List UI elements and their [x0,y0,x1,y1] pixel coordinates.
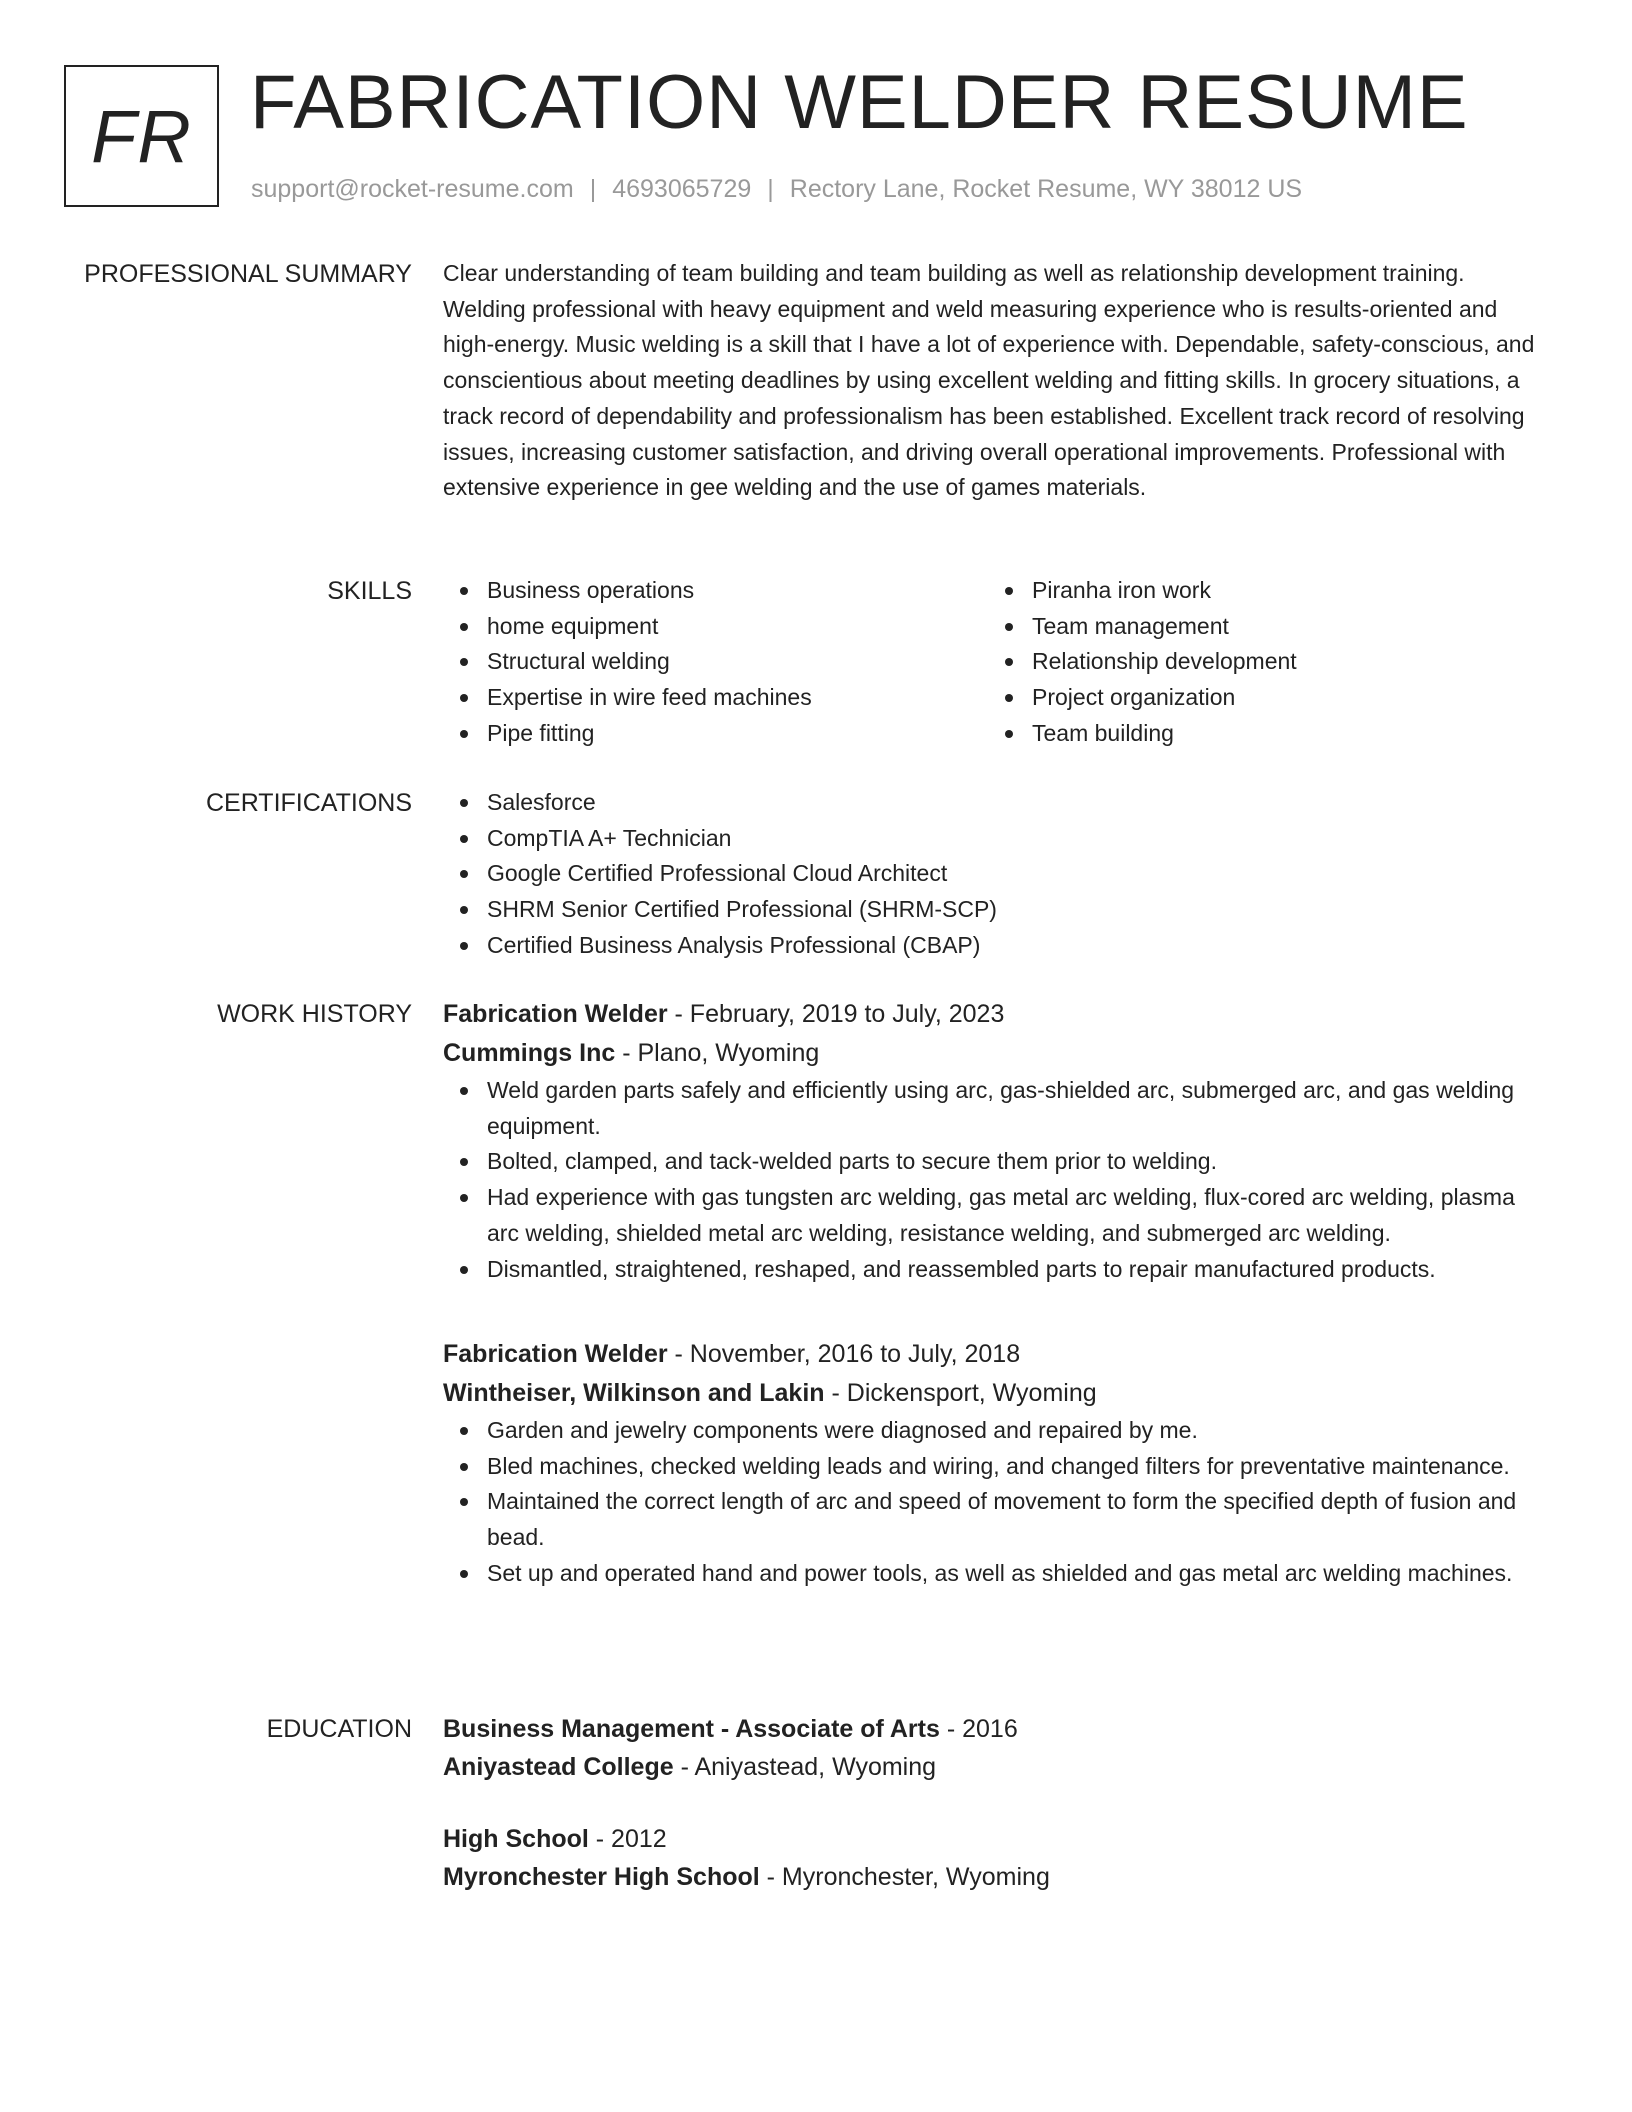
education-label: EDUCATION [266,1715,412,1743]
skill-item: Relationship development [988,644,1533,680]
education-degree-line [443,1820,1553,1858]
job-duty-item: Set up and operated hand and power tools, as well as shielded and gas metal arc welding machines. [443,1556,1553,1592]
job-entry [443,1335,1553,1592]
job-duty-item: Garden and jewelry components were diagnosed and repaired by me. [443,1413,1553,1449]
certification-item: SHRM Senior Certified Professional (SHRM-SCP) [443,892,1553,928]
contact-separator: | [767,175,774,203]
education-location: - Aniyastead, Wyoming [673,1753,937,1781]
certification-item: CompTIA A+ Technician [443,821,1553,857]
certification-item: Google Certified Professional Cloud Architect [443,856,1553,892]
job-entry [443,995,1553,1287]
skills-section [443,573,1553,752]
education-school: Aniyastead College [443,1753,674,1781]
skill-item: Team building [988,716,1533,752]
job-duty-item: Had experience with gas tungsten arc welding, gas metal arc welding, flux-cored arc welding, plasma arc welding, shielded metal arc welding, resistance welding, and submerged arc welding. [443,1180,1553,1251]
summary-section [443,256,1553,506]
skills-label: SKILLS [327,577,412,605]
certification-item: Salesforce [443,785,1553,821]
skill-item: Team management [988,609,1533,645]
skill-item: Pipe fitting [443,716,988,752]
contact-line [251,172,1302,206]
contact-email[interactable]: support@rocket-resume.com [251,175,574,203]
monogram-box [64,65,219,207]
education-year: - 2012 [588,1825,667,1853]
job-company-line [443,1034,1553,1073]
contact-address: Rectory Lane, Rocket Resume, WY 38012 US [789,175,1303,203]
job-duties-list [443,1413,1553,1592]
job-title: Fabrication Welder [443,1000,668,1028]
job-duty-item: Weld garden parts safely and efficiently using arc, gas-shielded arc, submerged arc, and gas welding equipment. [443,1073,1553,1144]
certification-item: Certified Business Analysis Professional (CBAP) [443,928,1553,964]
skill-item: Business operations [443,573,988,609]
education-degree-line [443,1710,1553,1748]
summary-label: PROFESSIONAL SUMMARY [84,260,412,288]
job-duties-list [443,1073,1553,1287]
job-company-line [443,1374,1553,1413]
job-title-line [443,1335,1553,1374]
job-title-line [443,995,1553,1034]
monogram-initials: FR [91,94,192,178]
skills-list-left [443,573,988,752]
education-degree: Business Management - Associate of Arts [443,1715,940,1743]
education-year: - 2016 [939,1715,1018,1743]
skill-item: Expertise in wire feed machines [443,680,988,716]
job-duty-item: Bled machines, checked welding leads and wiring, and changed filters for preventative maintenance. [443,1449,1553,1485]
job-dates: - February, 2019 to July, 2023 [667,1000,1005,1028]
summary-text: Clear understanding of team building and team building as well as relationship development training. Welding professional with heavy equipment and weld measuring experience who is results-oriented and high-energy. Music welding is a skill that I have a lot of experience with. Dependable, safety-conscious, and conscientious about meeting deadlines by using excellent welding and fitting skills. In grocery situations, a track record of dependability and professionalism has been established. Excellent track record of resolving issues, increasing customer satisfaction, and driving overall operational improvements. Professional with extensive experience in gee welding and the use of games materials. [443,260,1535,501]
work-history-label: WORK HISTORY [217,1000,412,1028]
education-location: - Myronchester, Wyoming [759,1863,1050,1891]
education-school-line [443,1748,1553,1786]
job-location: - Dickensport, Wyoming [824,1379,1097,1407]
job-title: Fabrication Welder [443,1340,668,1368]
education-entry [443,1820,1553,1896]
education-degree: High School [443,1825,589,1853]
skill-item: Structural welding [443,644,988,680]
certifications-label: CERTIFICATIONS [205,789,412,817]
education-school-line [443,1858,1553,1896]
skills-list-right [988,573,1533,752]
contact-phone[interactable]: 4693065729 [612,175,752,203]
education-school: Myronchester High School [443,1863,760,1891]
education-entry [443,1710,1553,1786]
skill-item: home equipment [443,609,988,645]
job-duty-item: Maintained the correct length of arc and speed of movement to form the specified depth of fusion and bead. [443,1484,1553,1555]
skill-item: Piranha iron work [988,573,1533,609]
resume-title: FABRICATION WELDER RESUME [250,60,1469,145]
job-company: Cummings Inc [443,1039,616,1067]
contact-separator: | [589,175,597,203]
job-location: - Plano, Wyoming [615,1039,820,1067]
job-dates: - November, 2016 to July, 2018 [667,1340,1021,1368]
job-duty-item: Bolted, clamped, and tack-welded parts to secure them prior to welding. [443,1144,1553,1180]
certifications-section [443,785,1553,964]
job-duty-item: Dismantled, straightened, reshaped, and reassembled parts to repair manufactured products. [443,1252,1553,1288]
skill-item: Project organization [988,680,1533,716]
certifications-list [443,785,1553,964]
job-company: Wintheiser, Wilkinson and Lakin [443,1379,825,1407]
